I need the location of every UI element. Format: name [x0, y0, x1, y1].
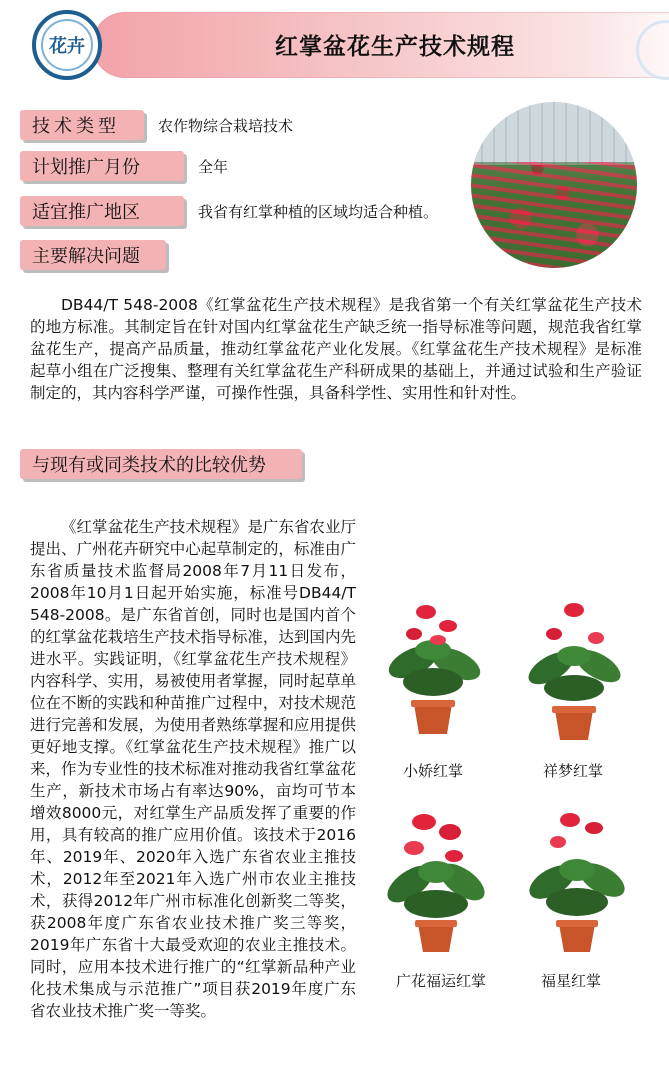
pot-icon [555, 710, 593, 740]
flower-icon [550, 813, 603, 848]
advantages-heading: 与现有或同类技术的比较优势 [20, 449, 302, 479]
page-title: 红掌盆花生产技术规程 [275, 34, 515, 60]
plant-xiangmeng-image [518, 596, 628, 746]
badge-label: 花卉 [49, 36, 85, 57]
greenhouse-photo [471, 102, 637, 268]
pot-rim-icon [556, 920, 598, 927]
pot-icon [418, 924, 454, 952]
tech-type-value: 农作物综合栽培技术 [158, 117, 294, 135]
variety-name: 小娇红掌 [402, 762, 463, 780]
pot-rim-icon [411, 700, 455, 707]
pot-rim-icon [415, 920, 457, 927]
pot-icon [414, 704, 452, 734]
pot-rim-icon [552, 706, 596, 713]
plant-fuxing-image [520, 806, 630, 956]
leaf-icon [524, 856, 630, 916]
greenhouse-roof [471, 102, 637, 165]
promotion-region-value: 我省有红掌种植的区域均适合种植。 [198, 203, 439, 221]
promotion-region-label: 适宜推广地区 [20, 196, 184, 226]
variety-name: 祥梦红掌 [542, 762, 603, 780]
anthurium-rows [471, 162, 637, 268]
variety-name: 福星红掌 [540, 972, 601, 990]
category-badge [32, 10, 102, 80]
advantages-paragraph: 《红掌盆花生产技术规程》是广东省农业厅提出、广州花卉研究中心起草制定的，标准由广东省质量技术监督局2008年7月11日发布，2008年10月1日起开始实施，标准号DB44/T 548-2008。是广东省首创，同时也是国内首个的红掌盆花栽培生产技术指导标准，达到国内先进水平。实践证明，《红掌盆花生产技术规程》内容科学、实用，易被使用者掌握，同时起草单位在不断的实践和种苗推广过程中，对技术规范进行完善和发展，为使用者熟练掌握和应用提供更好地支撑。《红掌盆花生产技术规程》推广以来，作为专业性的技术标准对推动我省红掌盆花生产，新技术市场占有率达90%，亩均可节本增效8000元，对红掌生产品质发挥了重要的作用，具有较高的推广应用价值。该技术于2016年、2019年、2020年入选广东省农业主推技术，2012年至2021年入选广州市农业主推技术，获得2012年广州市标准化创新奖二等奖，获2008年度广东省农业技术推广奖三等奖，2019年广东省十大最受欢迎的农业主推技术。同时，应用本技术进行推广的“红掌新品种产业化技术集成与示范推广”项目获2019年度广东省农业技术推广奖一等奖。 [30, 518, 356, 1020]
promotion-month-label: 计划推广月份 [20, 151, 184, 181]
badge-inner-ring [41, 19, 93, 71]
pot-icon [559, 924, 595, 952]
flower-icon [406, 605, 457, 645]
leaf-icon [384, 639, 485, 696]
promotion-month-value: 全年 [198, 158, 229, 176]
flower-icon [404, 814, 463, 862]
plant-guanghua-fuyun-image [380, 806, 490, 956]
leaf-icon [523, 643, 625, 701]
problems-heading: 主要解决问题 [20, 240, 166, 270]
problems-paragraph: DB44/T 548-2008《红掌盆花生产技术规程》是我省第一个有关红掌盆花生产技术的地方标准。其制定旨在针对国内红掌盆花生产缺乏统一指导标准等问题，规范我省红掌盆花生产，提高产品质量，推动红掌盆花产业化发展。《红掌盆花生产技术规程》是标准起草小组在广泛搜集、整理有关红掌盆花生产科研成果的基础上，并通过试验和生产验证制定的，其内容科学严谨，可操作性强，具备科学性、实用性和针对性。 [30, 296, 642, 402]
plant-xiaojiao-image [378, 592, 488, 742]
leaf-icon [381, 856, 490, 918]
tech-type-label: 技术类型 [20, 110, 144, 140]
flower-icon [546, 603, 604, 644]
variety-name: 广花福运红掌 [395, 972, 486, 990]
